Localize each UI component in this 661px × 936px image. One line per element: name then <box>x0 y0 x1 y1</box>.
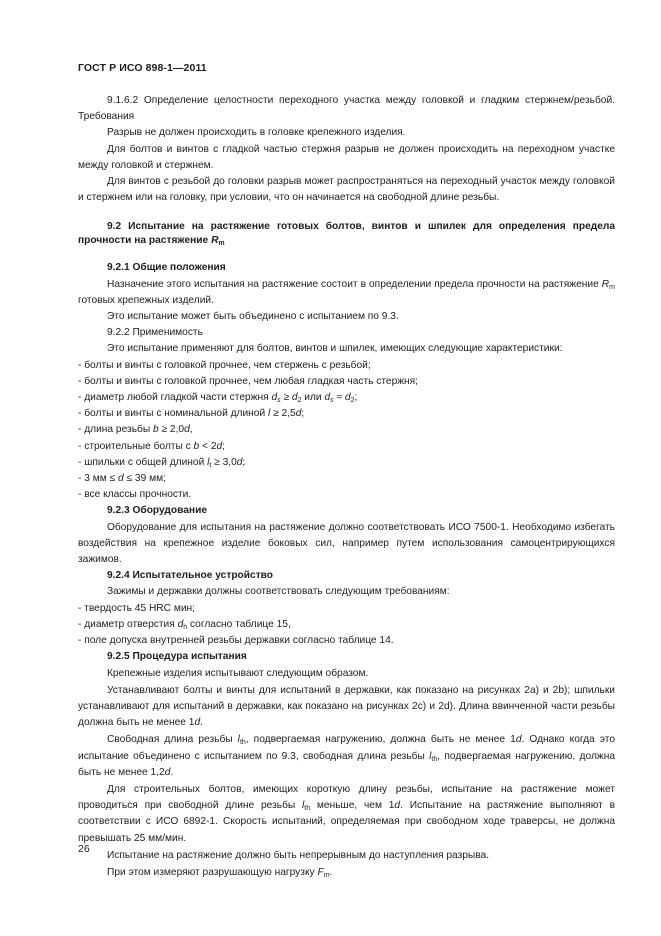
section-title-9-2-2: 9.2.2 Применимость <box>107 327 203 339</box>
paragraph: Для винтов с резьбой до головки разрыв может распространяться на переходный участок между головкой и стержнем или на головку, при условии, что он начинается на свободной длине резьбы. <box>78 176 615 204</box>
list-item: - болты и винты с головкой прочнее, чем стержень с резьбой; <box>78 359 371 371</box>
paragraph: Это испытание применяют для болтов, винтов и шпилек, имеющих следующие характеристики: <box>107 343 563 355</box>
list-item: - строительные болты с b < 2d; <box>78 440 226 452</box>
section-title-9-2-3: 9.2.3 Оборудование <box>107 505 207 517</box>
list-item: - болты и винты с головкой прочнее, чем любая гладкая часть стержня; <box>78 375 419 387</box>
paragraph: Оборудование для испытания на растяжение должно соответствовать ИСО 7500-1. Необходимо избегать воздействия на крепежное изделие боковых сил, например путем использования самоцентрирующихся зажимов. <box>78 521 615 566</box>
section-title-9-2: 9.2 Испытание на растяжение готовых болтов, винтов и шпилек для определения предела прочности на растяжение $R_m$ <box>78 221 615 248</box>
paragraph: Для строительных болтов, имеющих короткую длину резьбы, испытание на растяжение может проводиться при свободной длине резьбы $l_{th}$ меньше, чем 1d. Испытание на растяжение выполняют в соответствии с ИСО 6892-1. Скорость испытаний, определяемая при свободном ходе траверсы, не должна превышать 25 мм/мин. <box>78 783 615 844</box>
paragraph: Это испытание может быть объединено с испытанием по 9.3. <box>107 311 399 323</box>
paragraph: Испытание на растяжение должно быть непрерывным до наступления разрыва. <box>107 849 490 861</box>
paragraph: Крепежные изделия испытывают следующим образом. <box>107 667 369 679</box>
paragraph: При этом измеряют разрушающую нагрузку $F_m$. <box>107 866 333 879</box>
paragraph-9-1-6-2: 9.1.6.2 Определение целостности переходного участка между головкой и гладким стержнем/резьбой. Требования <box>78 95 615 123</box>
list-item: - диаметр отверстия $d_h$ согласно таблице 15, <box>78 618 291 631</box>
paragraph: Свободная длина резьбы $l_{th}$, подвергаемая нагружению, должна быть не менее 1d. Однако когда это испытание объединено с испытанием по 9.3, свободная длина резьбы $l_{th}$, подвергаемая нагружению, должна быть не менее 1,2d. <box>78 734 615 778</box>
section-title-9-2-4: 9.2.4 Испытательное устройство <box>107 570 274 582</box>
list-item: - длина резьбы b ≥ 2,0d, <box>78 424 193 436</box>
document-header: ГОСТ Р ИСО 898-1—2011 <box>78 62 207 74</box>
list-item: - шпильки с общей длиной $l_t \ge 3,0d$; <box>78 456 246 469</box>
paragraph: Устанавливают болты и винты для испытаний в державки, как показано на рисунках 2а) и 2b); шпильки устанавливают для испытаний в державки, как показано на рисунках 2c) и 2d). Длина ввинченной части резьбы должна быть не менее 1d. <box>78 684 615 729</box>
paragraph: Зажимы и державки должны соответствовать следующим требованиям: <box>107 586 450 598</box>
list-item: - болты и винты с номинальной длиной l ≥ 2,5d; <box>78 408 305 420</box>
page-number: 26 <box>78 843 90 855</box>
list-item: - твердость 45 HRC мин; <box>78 602 196 614</box>
paragraph: Для болтов и винтов с гладкой частью стержня разрыв не должен происходить на переходном участке между головкой и стержнем. <box>78 143 615 171</box>
section-title-9-2-1: 9.2.1 Общие положения <box>107 262 226 274</box>
section-title-9-2-5: 9.2.5 Процедура испытания <box>107 651 247 663</box>
paragraph: Назначение этого испытания на растяжение состоит в определении предела прочности на растяжение $R_m$ готовых крепежных изделий. <box>78 278 615 306</box>
list-item: - все классы прочности. <box>78 489 192 501</box>
list-item: - поле допуска внутренней резьбы державки согласно таблице 14. <box>78 635 394 647</box>
list-item: - 3 мм ≤ d ≤ 39 мм; <box>78 473 166 485</box>
paragraph: Разрыв не должен происходить в головке крепежного изделия. <box>107 127 406 139</box>
document-body <box>78 93 615 881</box>
list-item: - диаметр любой гладкой части стержня $d_s \ge d_2$ или $d_s \approx d_2$; <box>78 392 358 405</box>
